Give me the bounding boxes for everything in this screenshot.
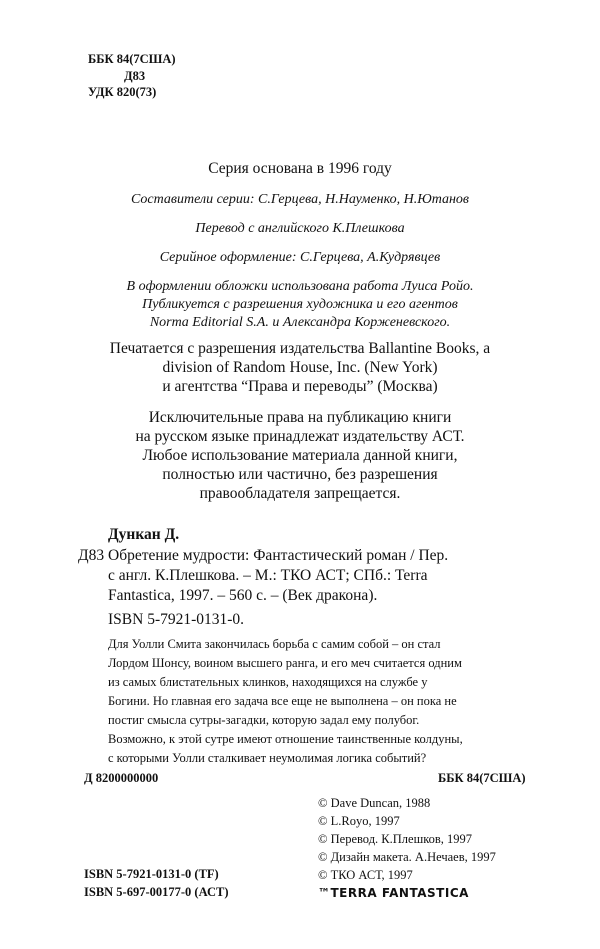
translation-credit: Перевод с английского К.Плешкова	[195, 221, 405, 236]
isbn-tf: ISBN 5-7921-0131-0 (TF)	[84, 867, 219, 881]
udk-code: УДК 820(73)	[88, 85, 157, 99]
annotation-line-2: Лордом Шонсу, воином высшего ранга, и его меч считается одним	[108, 656, 462, 670]
rights-line-5: правообладателя запрещается.	[199, 485, 401, 502]
bib-entry-line-1: Обретение мудрости: Фантастический роман / Пер.	[108, 547, 449, 564]
annotation-line-5: постиг смысла сутры-загадки, которую задал ему полубог.	[108, 713, 420, 727]
footer-d-code: Д 8200000000	[84, 771, 159, 785]
bib-code: Д83	[78, 547, 105, 564]
permission-line-3: и агентства “Права и переводы” (Москва)	[162, 378, 438, 395]
rights-line-3: Любое использование материала данной книги,	[142, 447, 458, 464]
bib-entry-line-3: Fantastica, 1997. – 560 с. – (Век дракона).	[108, 587, 378, 604]
cover-note-line-2: Публикуется с разрешения художника и его агентов	[142, 297, 458, 312]
terra-fantastica-logo: ™TERRA FANTASTICA	[318, 886, 469, 900]
annotation-line-1: Для Уолли Смита закончилась борьба с самим собой – он стал	[108, 637, 441, 651]
copyright-line-3: © Перевод. К.Плешков, 1997	[318, 832, 473, 846]
cover-note-line-1: В оформлении обложки использована работа Луиса Ройо.	[126, 279, 474, 294]
permission-line-2: division of Random House, Inc. (New York)	[162, 359, 438, 376]
copyright-line-5: © ТКО АСТ, 1997	[318, 868, 413, 882]
cover-note-line-3: Norma Editorial S.A. и Александра Корженевского.	[149, 315, 451, 330]
permission-line-1: Печатается с разрешения издательства Ballantine Books, a	[109, 340, 491, 357]
annotation-line-7: с которыми Уолли сталкивает неумолимая логика событий?	[108, 751, 427, 765]
copyright-line-1: © Dave Duncan, 1988	[318, 796, 431, 810]
annotation-line-4: Богини. Но главная его задача все еще не выполнена – он пока не	[108, 694, 457, 708]
bib-author: Дункан Д.	[108, 526, 180, 543]
series-founded: Серия основана в 1996 году	[208, 160, 392, 177]
series-compilers: Составители серии: С.Герцева, Н.Науменко, Н.Ютанов	[130, 192, 469, 207]
bib-isbn: ISBN 5-7921-0131-0.	[108, 611, 245, 628]
author-code-top: Д83	[124, 69, 146, 83]
rights-line-2: на русском языке принадлежат издательству АСТ.	[135, 428, 465, 445]
rights-line-4: полностью или частично, без разрешения	[162, 466, 438, 483]
bib-entry-line-2: с англ. К.Плешкова. – М.: ТКО АСТ; СПб.: Terra	[108, 567, 428, 584]
isbn-ast: ISBN 5-697-00177-0 (АСТ)	[84, 885, 229, 899]
footer-bbk: ББК 84(7США)	[438, 771, 526, 785]
annotation-line-6: Возможно, к этой сутре имеют отношение таинственные колдуны,	[108, 732, 463, 746]
copyright-line-2: © L.Royo, 1997	[318, 814, 400, 828]
bbk-code-top: ББК 84(7США)	[88, 52, 176, 66]
rights-line-1: Исключительные права на публикацию книги	[148, 409, 452, 426]
annotation-line-3: из самых блистательных клинков, находящихся на службе у	[108, 675, 428, 689]
copyright-line-4: © Дизайн макета. А.Нечаев, 1997	[318, 850, 496, 864]
series-design-credit: Серийное оформление: С.Герцева, А.Кудрявцев	[159, 250, 441, 265]
